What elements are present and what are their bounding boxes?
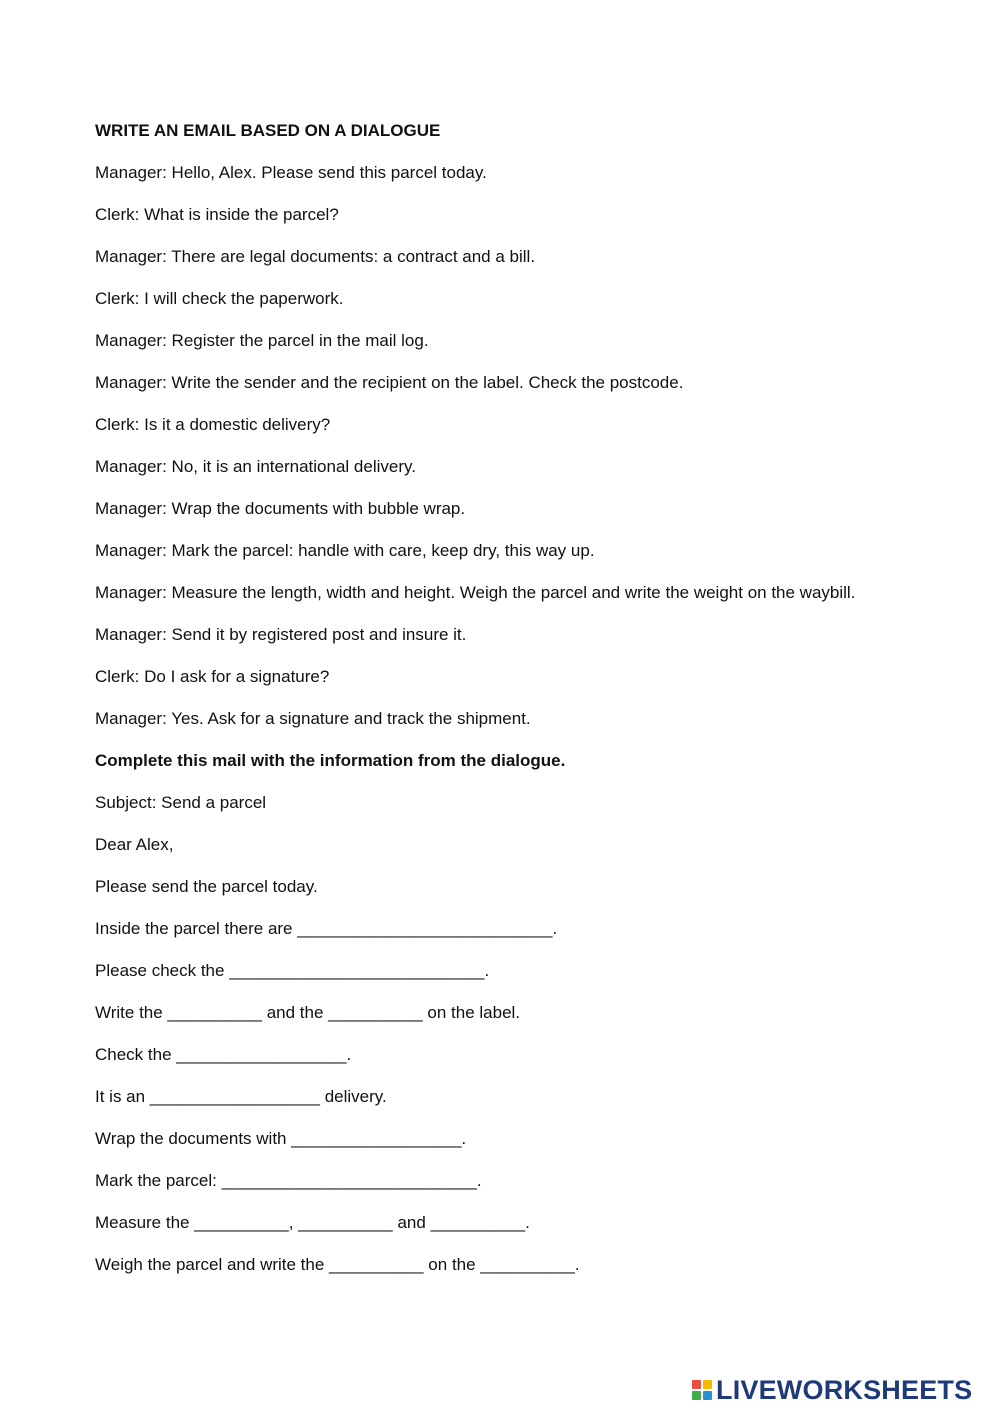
liveworksheets-logo bbox=[692, 1375, 972, 1405]
dialogue bbox=[95, 160, 975, 748]
email-blank-line[interactable]: Inside the parcel there are ___________________________. bbox=[95, 919, 558, 938]
dialogue-line: Manager: No, it is an international delivery. bbox=[95, 457, 416, 476]
email-blank-line[interactable]: Wrap the documents with __________________. bbox=[95, 1129, 467, 1148]
dialogue-line: Manager: Hello, Alex. Please send this parcel today. bbox=[95, 163, 487, 182]
email-blank-line[interactable]: It is an __________________ delivery. bbox=[95, 1087, 387, 1106]
worksheet-title: WRITE AN EMAIL BASED ON A DIALOGUE bbox=[95, 121, 441, 140]
liveworksheets-logo-icon bbox=[692, 1380, 712, 1400]
email-blank-line[interactable]: Measure the __________, __________ and __________. bbox=[95, 1213, 530, 1232]
logo-square bbox=[692, 1380, 701, 1389]
email-blank-line[interactable]: Write the __________ and the __________ on the label. bbox=[95, 1003, 521, 1022]
logo-square bbox=[703, 1391, 712, 1400]
instruction: Complete this mail with the information from the dialogue. bbox=[95, 751, 566, 770]
dialogue-line: Manager: There are legal documents: a contract and a bill. bbox=[95, 247, 536, 266]
dialogue-line: Clerk: I will check the paperwork. bbox=[95, 289, 344, 308]
email-subject: Subject: Send a parcel bbox=[95, 793, 267, 812]
worksheet-content bbox=[95, 118, 975, 1294]
email-blank-line[interactable]: Please check the ___________________________. bbox=[95, 961, 490, 980]
logo-square bbox=[692, 1391, 701, 1400]
email-line: Please send the parcel today. bbox=[95, 877, 318, 896]
dialogue-line: Manager: Yes. Ask for a signature and track the shipment. bbox=[95, 709, 531, 728]
dialogue-line: Manager: Wrap the documents with bubble wrap. bbox=[95, 499, 466, 518]
dialogue-line: Manager: Register the parcel in the mail log. bbox=[95, 331, 429, 350]
dialogue-line: Clerk: Is it a domestic delivery? bbox=[95, 415, 331, 434]
email-blank-line[interactable]: Check the __________________. bbox=[95, 1045, 352, 1064]
logo-text: LIVEWORKSHEETS bbox=[716, 1374, 973, 1405]
dialogue-line: Manager: Measure the length, width and height. Weigh the parcel and write the weight on the waybill. bbox=[95, 583, 856, 602]
logo-square bbox=[703, 1380, 712, 1389]
email-blank-line[interactable]: Weigh the parcel and write the __________ on the __________. bbox=[95, 1255, 580, 1274]
dialogue-line: Clerk: What is inside the parcel? bbox=[95, 205, 339, 224]
dialogue-line: Manager: Write the sender and the recipient on the label. Check the postcode. bbox=[95, 373, 684, 392]
email-template bbox=[95, 790, 975, 1294]
email-greeting: Dear Alex, bbox=[95, 835, 174, 854]
dialogue-line: Manager: Send it by registered post and insure it. bbox=[95, 625, 467, 644]
dialogue-line: Clerk: Do I ask for a signature? bbox=[95, 667, 330, 686]
email-blank-line[interactable]: Mark the parcel: ___________________________. bbox=[95, 1171, 482, 1190]
dialogue-line: Manager: Mark the parcel: handle with care, keep dry, this way up. bbox=[95, 541, 595, 560]
